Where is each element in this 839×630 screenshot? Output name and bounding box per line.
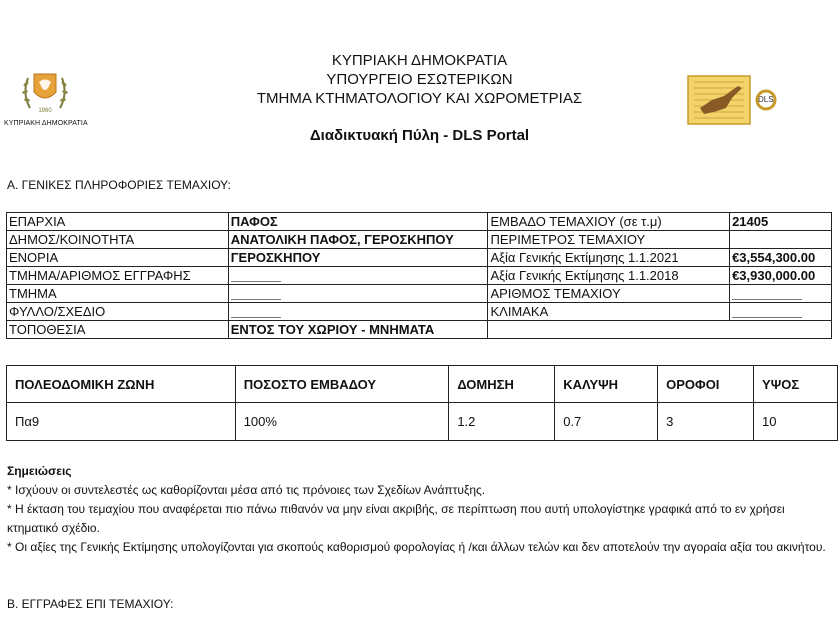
- province-label: ΕΠΑΡΧΙΑ: [7, 213, 229, 231]
- table-row: [7, 285, 832, 303]
- sheet-plan-value: [228, 303, 488, 321]
- table-row: [7, 231, 832, 249]
- province-value: ΠΑΦΟΣ: [228, 213, 488, 231]
- empty-cell: [488, 321, 832, 339]
- planning-zone-table: [6, 365, 838, 441]
- table-row: [7, 321, 832, 339]
- parish-value: ΓΕΡΟΣΚΗΠΟΥ: [228, 249, 488, 267]
- notes-title: Σημειώσεις: [7, 464, 72, 478]
- table-row: [7, 213, 832, 231]
- valuation-2018-label: Αξία Γενικής Εκτίμησης 1.1.2018: [488, 267, 730, 285]
- registration-value: [228, 267, 488, 285]
- note-2: * Η έκταση του τεμαχίου που αναφέρεται πιο πάνω πιθανόν να μην είναι ακριβής, σε περίπτωση που αυτή υπολογίστηκε γραφικά από το εν χρήσει κτηματικό σχέδιο.: [7, 502, 785, 535]
- location-label: ΤΟΠΟΘΕΣΙΑ: [7, 321, 229, 339]
- area-percent-value: 100%: [235, 403, 449, 441]
- area-value: 21405: [730, 213, 832, 231]
- zone-value: Πα9: [7, 403, 236, 441]
- header-portal-title: Διαδικτυακή Πύλη - DLS Portal: [309, 127, 530, 144]
- table-row: [7, 267, 832, 285]
- floors-value: 3: [658, 403, 754, 441]
- dls-logo-text: DLS: [758, 95, 774, 104]
- header-ministry: ΥΠΟΥΡΓΕΙΟ ΕΣΩΤΕΡΙΚΩΝ: [326, 71, 513, 88]
- section-value: [228, 285, 488, 303]
- coat-of-arms-caption: ΚΥΠΡΙΑΚΗ ΔΗΜΟΚΡΑΤΙΑ: [4, 120, 88, 127]
- valuation-2018-value: €3,930,000.00: [730, 267, 832, 285]
- scale-label: ΚΛΙΜΑΚΑ: [488, 303, 730, 321]
- svg-text:1960: 1960: [38, 108, 52, 114]
- height-header: ΥΨΟΣ: [754, 366, 838, 403]
- coverage-header: ΚΑΛΥΨΗ: [555, 366, 658, 403]
- area-percent-header: ΠΟΣΟΣΤΟ ΕΜΒΑΔΟΥ: [235, 366, 449, 403]
- height-value: 10: [754, 403, 838, 441]
- building-density-header: ΔΟΜΗΣΗ: [449, 366, 555, 403]
- redacted-mark: [231, 271, 281, 282]
- valuation-2021-label: Αξία Γενικής Εκτίμησης 1.1.2021: [488, 249, 730, 267]
- header-country: ΚΥΠΡΙΑΚΗ ΔΗΜΟΚΡΑΤΙΑ: [331, 52, 508, 69]
- perimeter-label: ΠΕΡΙΜΕΤΡΟΣ ΤΕΜΑΧΙΟΥ: [488, 231, 730, 249]
- municipality-label: ΔΗΜΟΣ/ΚΟΙΝΟΤΗΤΑ: [7, 231, 229, 249]
- parcel-number-label: ΑΡΙΘΜΟΣ ΤΕΜΑΧΙΟΥ: [488, 285, 730, 303]
- location-value: ΕΝΤΟΣ ΤΟΥ ΧΩΡΙΟΥ - ΜΝΗΜΑΤΑ: [228, 321, 488, 339]
- valuation-2021-value: €3,554,300.00: [730, 249, 832, 267]
- perimeter-value: [730, 231, 832, 249]
- section-label: ΤΜΗΜΑ: [7, 285, 229, 303]
- note-3: * Οι αξίες της Γενικής Εκτίμησης υπολογίζονται για σκοπούς καθορισμού φορολογίας ή /και άλλων τελών και δεν αποτελούν την αγοραία αξία του ακινήτου.: [7, 540, 826, 554]
- dls-logo: [686, 74, 780, 126]
- parcel-info-table: [6, 212, 832, 339]
- area-label: ΕΜΒΑΔΟ ΤΕΜΑΧΙΟΥ (σε τ.μ): [488, 213, 730, 231]
- building-density-value: 1.2: [449, 403, 555, 441]
- scale-value: [730, 303, 832, 321]
- table-row: [7, 249, 832, 267]
- zone-header: ΠΟΛΕΟΔΟΜΙΚΗ ΖΩΝΗ: [7, 366, 236, 403]
- registration-label: ΤΜΗΜΑ/ΑΡΙΘΜΟΣ ΕΓΓΡΑΦΗΣ: [7, 267, 229, 285]
- section-a-title: Α. ΓΕΝΙΚΕΣ ΠΛΗΡΟΦΟΡΙΕΣ ΤΕΜΑΧΙΟΥ:: [7, 178, 231, 192]
- floors-header: ΟΡΟΦΟΙ: [658, 366, 754, 403]
- table-row: [7, 303, 832, 321]
- coverage-value: 0.7: [555, 403, 658, 441]
- notes-block: [7, 462, 835, 557]
- redacted-mark: [231, 307, 281, 318]
- parcel-number-value: [730, 285, 832, 303]
- municipality-value: ΑΝΑΤΟΛΙΚΗ ΠΑΦΟΣ, ΓΕΡΟΣΚΗΠΟΥ: [228, 231, 488, 249]
- redacted-mark: [732, 289, 802, 300]
- parish-label: ΕΝΟΡΙΑ: [7, 249, 229, 267]
- note-1: * Ισχύουν οι συντελεστές ως καθορίζονται μέσα από τις πρόνοιες των Σχεδίων Ανάπτυξης.: [7, 483, 486, 497]
- redacted-mark: [231, 289, 281, 300]
- table-header-row: [7, 366, 838, 403]
- table-row: [7, 403, 838, 441]
- header-department: ΤΜΗΜΑ ΚΤΗΜΑΤΟΛΟΓΙΟΥ ΚΑΙ ΧΩΡΟΜΕΤΡΙΑΣ: [256, 90, 583, 107]
- redacted-mark: [732, 307, 802, 318]
- section-b-title: Β. ΕΓΓΡΑΦΕΣ ΕΠΙ ΤΕΜΑΧΙΟΥ:: [7, 597, 174, 611]
- sheet-plan-label: ΦΥΛΛΟ/ΣΧΕΔΙΟ: [7, 303, 229, 321]
